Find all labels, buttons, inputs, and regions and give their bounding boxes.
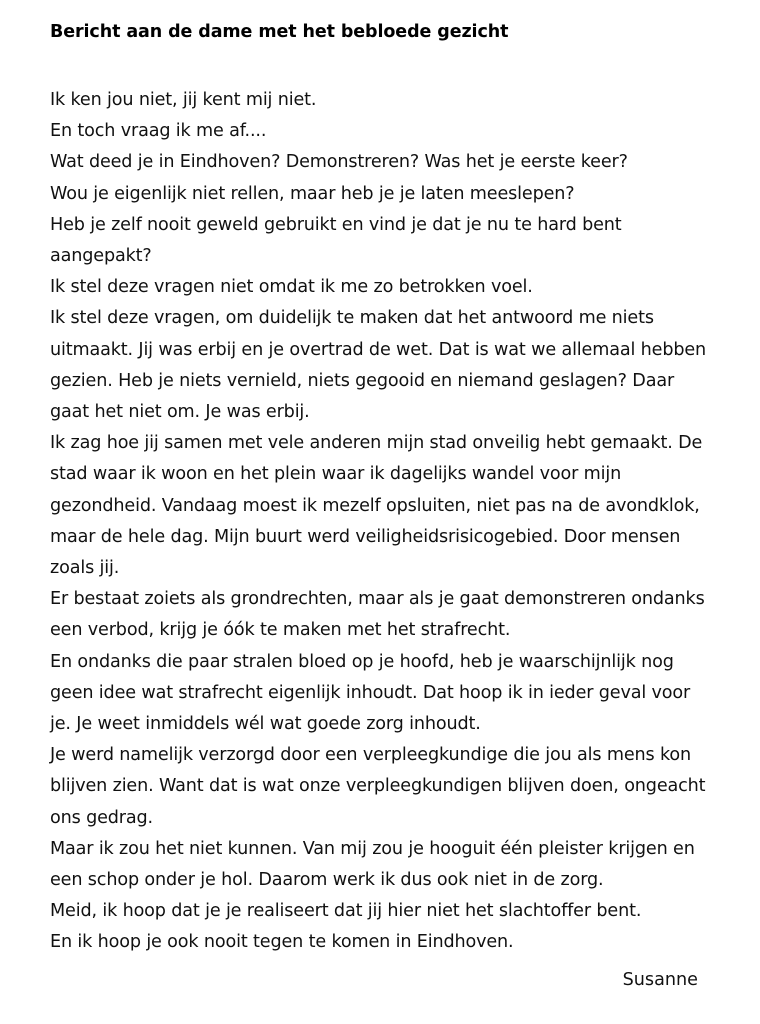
page-title: Bericht aan de dame met het bebloede gezicht xyxy=(50,22,509,42)
paragraph: Maar ik zou het niet kunnen. Van mij zou je hooguit één pleister krijgen en een schop onder je hol. Daarom werk ik dus ook niet in de zorg. xyxy=(50,838,695,891)
paragraph: Wou je eigenlijk niet rellen, maar heb je je laten meeslepen? xyxy=(50,183,575,204)
paragraph: Wat deed je in Eindhoven? Demonstreren? Was het je eerste keer? xyxy=(50,152,628,173)
paragraph: En toch vraag ik me af.... xyxy=(50,121,267,142)
document-body xyxy=(50,85,716,959)
paragraph: Er bestaat zoiets als grondrechten, maar als je gaat demonstreren ondanks een verbod, krijg je óók te maken met het strafrecht. xyxy=(50,589,705,641)
paragraph: Ik stel deze vragen, om duidelijk te maken dat het antwoord me niets uitmaakt. Jij was erbij en je overtrad de wet. Dat is wat we allemaal hebben gezien. Heb je niets vernield, niets gegooid en niemand geslagen? Daar gaat het niet om. Je was erbij. xyxy=(50,308,707,423)
paragraph: Je werd namelijk verzorgd door een verpleegkundige die jou als mens kon blijven zien. Want dat is wat onze verpleegkundigen blijven doen, ongeacht ons gedrag. xyxy=(50,745,706,828)
signature: Susanne xyxy=(622,969,698,990)
paragraph: Meid, ik hoop dat je je realiseert dat jij hier niet het slachtoffer bent. xyxy=(50,901,642,922)
paragraph: Ik zag hoe jij samen met vele anderen mijn stad onveilig hebt gemaakt. De stad waar ik woon en het plein waar ik dagelijks wandel voor mijn gezondheid. Vandaag moest ik mezelf opsluiten, niet pas na de avondklok, maar de hele dag. Mijn buurt werd veiligheidsrisicogebied. Door mensen zoals jij. xyxy=(50,433,703,579)
paragraph: En ondanks die paar stralen bloed op je hoofd, heb je waarschijnlijk nog geen idee wat strafrecht eigenlijk inhoudt. Dat hoop ik in ieder geval voor je. Je weet inmiddels wél wat goede zorg inhoudt. xyxy=(50,651,691,735)
paragraph: En ik hoop je ook nooit tegen te komen in Eindhoven. xyxy=(50,932,514,953)
paragraph: Ik ken jou niet, jij kent mij niet. xyxy=(50,90,317,110)
paragraph: Ik stel deze vragen niet omdat ik me zo betrokken voel. xyxy=(50,277,533,298)
paragraph: Heb je zelf nooit geweld gebruikt en vind je dat je nu te hard bent aangepakt? xyxy=(50,214,622,267)
